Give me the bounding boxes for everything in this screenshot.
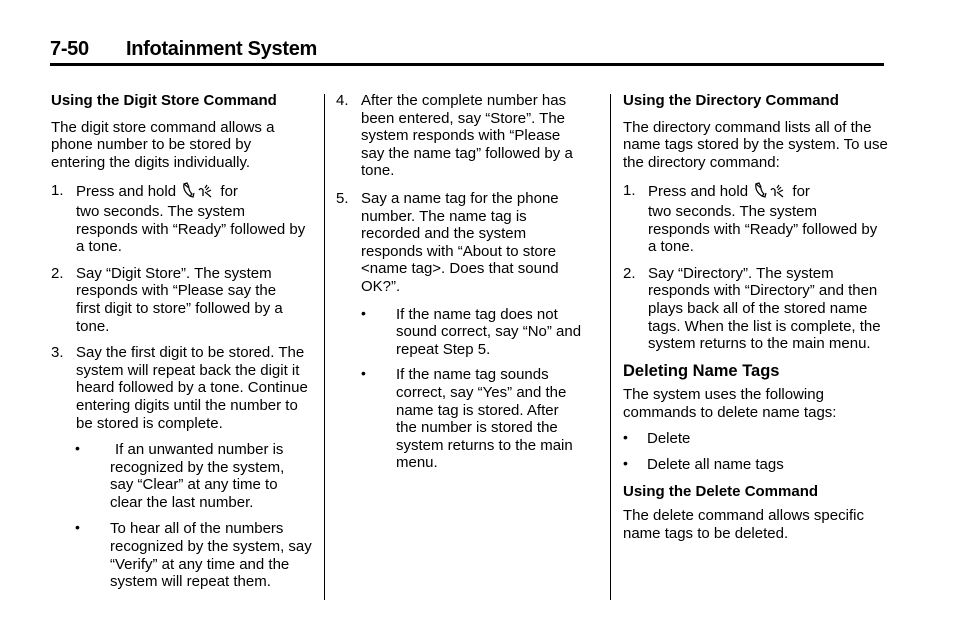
column-divider-2 [610, 94, 611, 600]
page-number: 7-50 [50, 38, 89, 60]
step-5 [336, 190, 602, 296]
bullet-dot: • [623, 428, 628, 445]
step-text-rest: two seconds. The system responds with “Ready” followed by a tone. [76, 202, 306, 256]
delete-command-heading: Using the Delete Command [623, 482, 819, 500]
step-number: 2. [623, 264, 636, 282]
column-1 [51, 92, 317, 591]
step-text: Press and hold [76, 183, 177, 201]
digit-store-heading: Using the Digit Store Command [51, 92, 277, 109]
bullet-dot: • [75, 440, 80, 457]
bullet-item [623, 430, 889, 448]
step-4 [336, 92, 602, 180]
bullet-dot: • [623, 455, 628, 472]
bullet-text: If an unwanted number is recognized by the system, say “Clear” at any time to clear the last number. [110, 441, 285, 511]
directory-heading: Using the Directory Command [623, 92, 839, 109]
step-number: 5. [336, 189, 349, 207]
bullet-text: If the name tag does not sound correct, say “No” and repeat Step 5. [396, 305, 582, 358]
bullet-item [75, 441, 317, 511]
step-number: 1. [51, 182, 64, 200]
bullet-text: Delete all name tags [647, 456, 784, 474]
bullet-dot: • [75, 519, 80, 536]
bullet-item [75, 520, 317, 590]
deleting-intro: The system uses the following commands to delete name tags: [623, 386, 837, 421]
header-rule [50, 63, 884, 66]
step-1 [51, 182, 317, 255]
bullet-text: To hear all of the numbers recognized by the system, say “Verify” at any time and the system will repeat them. [110, 520, 312, 591]
step-number: 2. [51, 264, 64, 282]
column-divider-1 [324, 94, 325, 600]
bullet-text: Delete [647, 429, 691, 447]
step-text-rest: two seconds. The system responds with “Ready” followed by a tone. [648, 202, 878, 256]
step-1 [623, 182, 889, 255]
bullet-dot: • [361, 365, 366, 382]
page-title: Infotainment System [126, 38, 317, 60]
step-text: Say “Directory”. The system responds with “Directory” and then plays back all of the stored name tags. When the list is complete, the system returns to the main menu. [648, 264, 881, 353]
step-2 [623, 265, 889, 353]
push-to-talk-icon [753, 182, 787, 203]
push-to-talk-icon [181, 182, 215, 203]
step-text: After the complete number has been entered, say “Store”. The system responds with “Please say the name tag” followed by a tone. [361, 92, 573, 180]
step-text: Say the first digit to be stored. The system will repeat back the digit it heard followed by a tone. Continue entering digits until the number to be stored is complete. [76, 344, 308, 432]
step-number: 3. [51, 344, 64, 362]
bullet-item [623, 456, 889, 474]
directory-intro: The directory command lists all of the name tags stored by the system. To use the directory command: [623, 118, 888, 171]
column-2 [336, 92, 602, 472]
deleting-name-tags-heading: Deleting Name Tags [623, 361, 780, 380]
step-text: Press and hold [648, 183, 749, 201]
bullet-text: If the name tag sounds correct, say “Yes” and the name tag is stored. After the number is stored the system returns to the main menu. [396, 366, 573, 472]
step-number: 4. [336, 92, 349, 109]
step-3 [51, 344, 317, 432]
column-3 [623, 92, 889, 542]
bullet-item [361, 306, 602, 359]
delete-command-intro: The delete command allows specific name tags to be deleted. [623, 507, 864, 542]
step-text: Say a name tag for the phone number. The name tag is recorded and the system responds with “About to store <name tag>. Does that sound OK?”. [361, 189, 559, 295]
step-text-for: for [220, 183, 238, 201]
step-text: Say “Digit Store”. The system responds with “Please say the first digit to store” followed by a tone. [76, 264, 283, 335]
page-header [50, 38, 884, 66]
digit-store-intro: The digit store command allows a phone number to be stored by entering the digits individually. [51, 118, 275, 171]
bullet-dot: • [361, 304, 366, 321]
step-number: 1. [623, 182, 636, 200]
step-text-for: for [792, 183, 810, 201]
bullet-item [361, 366, 602, 472]
step-2 [51, 265, 317, 335]
